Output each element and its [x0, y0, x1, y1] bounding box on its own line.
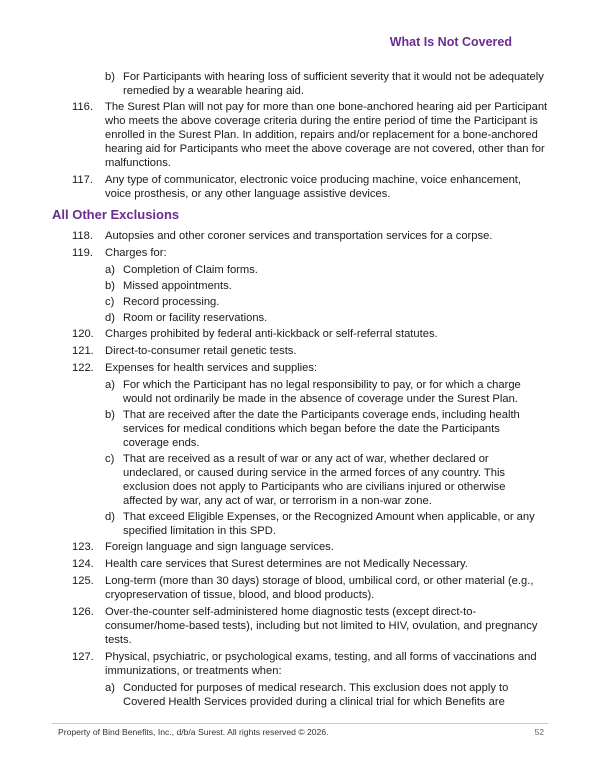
subitem-text: That are received after the date the Participants coverage ends, including health services for medical conditions which began before the date the Participants coverage ends. [123, 409, 520, 449]
page-header-title: What Is Not Covered [389, 35, 512, 49]
subitem-letter: a) [105, 682, 115, 694]
list-item-127 [0, 650, 600, 678]
list-item-118 [0, 229, 600, 243]
list-subitem [0, 378, 600, 406]
item-number: 126. [72, 606, 94, 618]
list-subitem [0, 510, 600, 538]
item-number: 122. [72, 362, 94, 374]
subitem-text: Conducted for purposes of medical research. This exclusion does not apply to Covered Health Services provided during a clinical trial for which Benefits are [123, 682, 509, 708]
list-subitem [0, 408, 600, 450]
list-item-119 [0, 246, 600, 260]
item-text: Charges for: [105, 247, 167, 259]
item-number: 125. [72, 575, 94, 587]
list-item-122 [0, 361, 600, 375]
list-item-123 [0, 540, 600, 554]
list-subitem [0, 681, 600, 709]
subitem-text: For Participants with hearing loss of sufficient severity that it would not be adequately remedied by a wearable hearing aid. [123, 71, 544, 97]
subitem-text: That are received as a result of war or any act of war, whether declared or undeclared, or caused during service in the armed forces of any country. This exclusion does not apply to Participants who are civilians injured or otherwise affected by war, any act of war, or terrorism in a non-war zone. [123, 453, 506, 507]
list-item-126 [0, 605, 600, 647]
list-item-117 [0, 173, 600, 201]
list-item-125 [0, 574, 600, 602]
subitem-letter: c) [105, 296, 115, 308]
item-number: 127. [72, 651, 94, 663]
item-text: Autopsies and other coroner services and transportation services for a corpse. [105, 230, 493, 242]
section-heading: All Other Exclusions [52, 207, 180, 222]
list-subitem [0, 263, 600, 277]
list-item-121 [0, 344, 600, 358]
subitem-letter: a) [105, 264, 115, 276]
subitem-letter: d) [105, 511, 115, 523]
page-number: 52 [534, 727, 544, 737]
item-text: Long-term (more than 30 days) storage of blood, umbilical cord, or other material (e.g., cryopreservation of tissue, blood, and blood products). [105, 575, 534, 601]
footer-copyright: Property of Bind Benefits, Inc., d/b/a Surest. All rights reserved © 2026. [58, 727, 329, 737]
item-text: Direct-to-consumer retail genetic tests. [105, 345, 297, 357]
subitem-letter: a) [105, 379, 115, 391]
list-item-124 [0, 557, 600, 571]
list-subitem [0, 452, 600, 508]
subitem-letter: b) [105, 409, 115, 421]
list-item-116 [0, 100, 600, 170]
subitem-letter: b) [105, 71, 115, 83]
subitem-letter: b) [105, 280, 115, 292]
item-number: 118. [72, 230, 93, 242]
list-subitem [0, 295, 600, 309]
item-text: Expenses for health services and supplies: [105, 362, 318, 374]
item-text: Physical, psychiatric, or psychological exams, testing, and all forms of vaccinations and immunizations, or treatments when: [105, 651, 537, 677]
item-number: 124. [72, 558, 94, 570]
item-text: Over-the-counter self-administered home diagnostic tests (except direct-to-consumer/home-based tests), including but not limited to HIV, ovulation, and pregnancy tests. [105, 606, 538, 646]
item-number: 116. [72, 101, 93, 113]
item-text: Any type of communicator, electronic voice producing machine, voice enhancement, voice prosthesis, or any other language assistive devices. [105, 174, 522, 200]
item-number: 119. [72, 247, 93, 259]
item-text: Health care services that Surest determines are not Medically Necessary. [105, 558, 468, 570]
subitem-text: That exceed Eligible Expenses, or the Recognized Amount when applicable, or any specified limitation in this SPD. [123, 511, 535, 537]
subitem-text: For which the Participant has no legal responsibility to pay, or for which a charge would not ordinarily be made in the absence of coverage under the Surest Plan. [123, 379, 521, 405]
subitem-text: Room or facility reservations. [123, 312, 268, 324]
item-number: 121. [72, 345, 94, 357]
subitem-text: Completion of Claim forms. [123, 264, 258, 276]
footer-divider [52, 723, 548, 724]
list-subitem [0, 70, 600, 98]
item-text: Charges prohibited by federal anti-kickback or self-referral statutes. [105, 328, 438, 340]
document-body [0, 70, 600, 711]
item-number: 117. [72, 174, 93, 186]
subitem-text: Missed appointments. [123, 280, 232, 292]
item-text: The Surest Plan will not pay for more than one bone-anchored hearing aid per Participant who meets the above coverage criteria during the entire period of time the Participant is enrolled in the Surest Plan. In addition, repairs and/or replacement for a bone-anchored hearing aid for Participants who meet the above coverage are not covered, other than for malfunctions. [105, 101, 548, 169]
subitem-letter: d) [105, 312, 115, 324]
item-number: 123. [72, 541, 94, 553]
subitem-letter: c) [105, 453, 115, 465]
item-number: 120. [72, 328, 94, 340]
subitem-text: Record processing. [123, 296, 220, 308]
list-subitem [0, 279, 600, 293]
list-item-120 [0, 327, 600, 341]
list-subitem [0, 311, 600, 325]
item-text: Foreign language and sign language services. [105, 541, 334, 553]
